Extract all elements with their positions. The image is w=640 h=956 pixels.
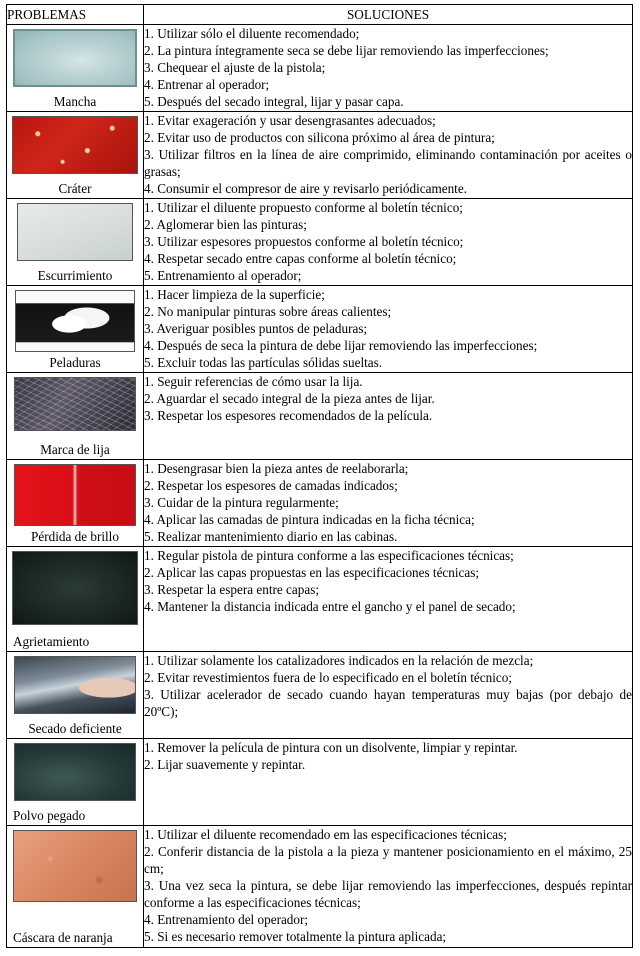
- solution-item: 2. Aplicar las capas propuestas en las especificaciones técnicas;: [144, 565, 480, 580]
- poor-drying-photo: [14, 656, 136, 714]
- problem-cell: [7, 460, 144, 547]
- problem-cell: [7, 739, 144, 826]
- solutions-cell: [144, 826, 633, 948]
- problem-label: Escurrimiento: [37, 268, 113, 283]
- solution-item: 4. Aplicar las camadas de pintura indicadas en la ficha técnica;: [144, 512, 475, 527]
- run-photo: [17, 203, 133, 261]
- problem-cell: [7, 286, 144, 373]
- dust-photo: [14, 743, 136, 801]
- solution-item: 4. Mantener la distancia indicada entre el gancho y el panel de secado;: [144, 599, 516, 614]
- solution-item: 2. Conferir distancia de la pistola a la pieza y mantener posicionamiento en el máximo, 25 cm;: [144, 844, 632, 876]
- problem-label: Polvo pegado: [13, 808, 86, 823]
- solution-item: 2. No manipular pinturas sobre áreas calientes;: [144, 304, 392, 319]
- table-row: [7, 739, 633, 826]
- problem-cell: [7, 199, 144, 286]
- solution-item: 1. Remover la película de pintura con un disolvente, limpiar y repintar.: [144, 740, 518, 755]
- solution-item: 2. Evitar uso de productos con silicona próximo al área de pintura;: [144, 130, 495, 145]
- solution-item: 1. Hacer limpieza de la superficie;: [144, 287, 325, 302]
- table-row: [7, 652, 633, 739]
- problem-label: Secado deficiente: [28, 721, 122, 736]
- problem-cell: [7, 826, 144, 948]
- solution-item: 3. Chequear el ajuste de la pistola;: [144, 60, 326, 75]
- problem-cell: [7, 652, 144, 739]
- peeling-photo: [15, 290, 135, 352]
- solutions-cell: [144, 652, 633, 739]
- table-row: [7, 25, 633, 112]
- table-row: [7, 286, 633, 373]
- solution-item: 4. Entrenamiento del operador;: [144, 912, 309, 927]
- solution-item: 1. Utilizar sólo el diluente recomendado;: [144, 26, 360, 41]
- problem-cell: [7, 547, 144, 652]
- solutions-cell: [144, 199, 633, 286]
- solution-item: 2. Aglomerar bien las pinturas;: [144, 217, 307, 232]
- table-row: [7, 547, 633, 652]
- problem-cell: [7, 112, 144, 199]
- crater-photo: [12, 116, 138, 174]
- header-problems: PROBLEMAS: [7, 5, 144, 25]
- solution-item: 2. La pintura íntegramente seca se debe lijar removiendo las imperfecciones;: [144, 43, 549, 58]
- solution-item: 5. Realizar mantenimiento diario en las cabinas.: [144, 529, 398, 544]
- gloss-loss-photo: [14, 464, 136, 526]
- orange-peel-photo: [13, 830, 137, 902]
- table-row: [7, 826, 633, 948]
- table-row: [7, 373, 633, 460]
- problem-cell: [7, 373, 144, 460]
- solution-item: 3. Una vez seca la pintura, se debe lijar removiendo las imperfecciones, después repintar conforme a las especificaciones técnicas;: [144, 878, 632, 910]
- solution-item: 5. Excluir todas las partículas sólidas sueltas.: [144, 355, 383, 370]
- solution-item: 2. Lijar suavemente y repintar.: [144, 757, 306, 772]
- solution-item: 3. Cuidar de la pintura regularmente;: [144, 495, 339, 510]
- solution-item: 1. Utilizar el diluente propuesto conforme al boletín técnico;: [144, 200, 463, 215]
- problems-solutions-table: [6, 4, 633, 948]
- solutions-cell: [144, 112, 633, 199]
- problem-label: Pérdida de brillo: [31, 529, 119, 544]
- solution-item: 5. Si es necesario remover totalmente la pintura aplicada;: [144, 929, 447, 944]
- solution-item: 2. Evitar revestimientos fuera de lo especificado en el boletín técnico;: [144, 670, 513, 685]
- table-row: [7, 112, 633, 199]
- solutions-cell: [144, 739, 633, 826]
- solutions-cell: [144, 286, 633, 373]
- cracking-photo: [12, 551, 138, 625]
- solution-item: 1. Utilizar solamente los catalizadores indicados en la relación de mezcla;: [144, 653, 534, 668]
- problem-label: Cráter: [58, 181, 92, 196]
- solution-item: 4. Después de seca la pintura de debe lijar removiendo las imperfecciones;: [144, 338, 538, 353]
- solutions-cell: [144, 373, 633, 460]
- solution-item: 4. Entrenar al operador;: [144, 77, 270, 92]
- solutions-cell: [144, 460, 633, 547]
- table-row: [7, 199, 633, 286]
- problem-cell: [7, 25, 144, 112]
- solution-item: 3. Utilizar acelerador de secado cuando hayan temperaturas muy bajas (por debajo de 20ºC);: [144, 687, 632, 719]
- solution-item: 3. Averiguar posibles puntos de peladuras;: [144, 321, 368, 336]
- solution-item: 3. Respetar la espera entre capas;: [144, 582, 320, 597]
- solution-item: 2. Respetar los espesores de camadas indicados;: [144, 478, 398, 493]
- solutions-cell: [144, 25, 633, 112]
- solution-item: 1. Regular pistola de pintura conforme a las especificaciones técnicas;: [144, 548, 514, 563]
- problem-label: Cáscara de naranja: [13, 930, 113, 945]
- problem-label: Marca de lija: [40, 442, 110, 457]
- solution-item: 1. Seguir referencias de cómo usar la lija.: [144, 374, 363, 389]
- header-solutions: SOLUCIONES: [144, 5, 633, 25]
- solution-item: 1. Desengrasar bien la pieza antes de reelaborarla;: [144, 461, 409, 476]
- solution-item: 4. Consumir el compresor de aire y revisarlo periódicamente.: [144, 181, 467, 196]
- solution-item: 5. Después del secado integral, lijar y pasar capa.: [144, 94, 404, 109]
- solution-item: 3. Utilizar filtros en la línea de aire comprimido, eliminando contaminación por aceites o grasas;: [144, 147, 632, 179]
- table-row: [7, 460, 633, 547]
- header-row: [7, 5, 633, 25]
- solution-item: 3. Utilizar espesores propuestos conforme al boletín técnico;: [144, 234, 464, 249]
- solution-item: 5. Entrenamiento al operador;: [144, 268, 302, 283]
- problem-label: Peladuras: [49, 355, 101, 370]
- solution-item: 4. Respetar secado entre capas conforme al boletín técnico;: [144, 251, 457, 266]
- solution-item: 1. Evitar exageración y usar desengrasantes adecuados;: [144, 113, 436, 128]
- problem-label: Agrietamiento: [13, 634, 90, 649]
- problem-label: Mancha: [53, 94, 97, 109]
- solutions-cell: [144, 547, 633, 652]
- sanding-mark-photo: [14, 377, 136, 431]
- solution-item: 2. Aguardar el secado integral de la pieza antes de lijar.: [144, 391, 435, 406]
- solution-item: 3. Respetar los espesores recomendados de la película.: [144, 408, 433, 423]
- solution-item: 1. Utilizar el diluente recomendado em las especificaciones técnicas;: [144, 827, 507, 842]
- stain-photo: [13, 29, 137, 87]
